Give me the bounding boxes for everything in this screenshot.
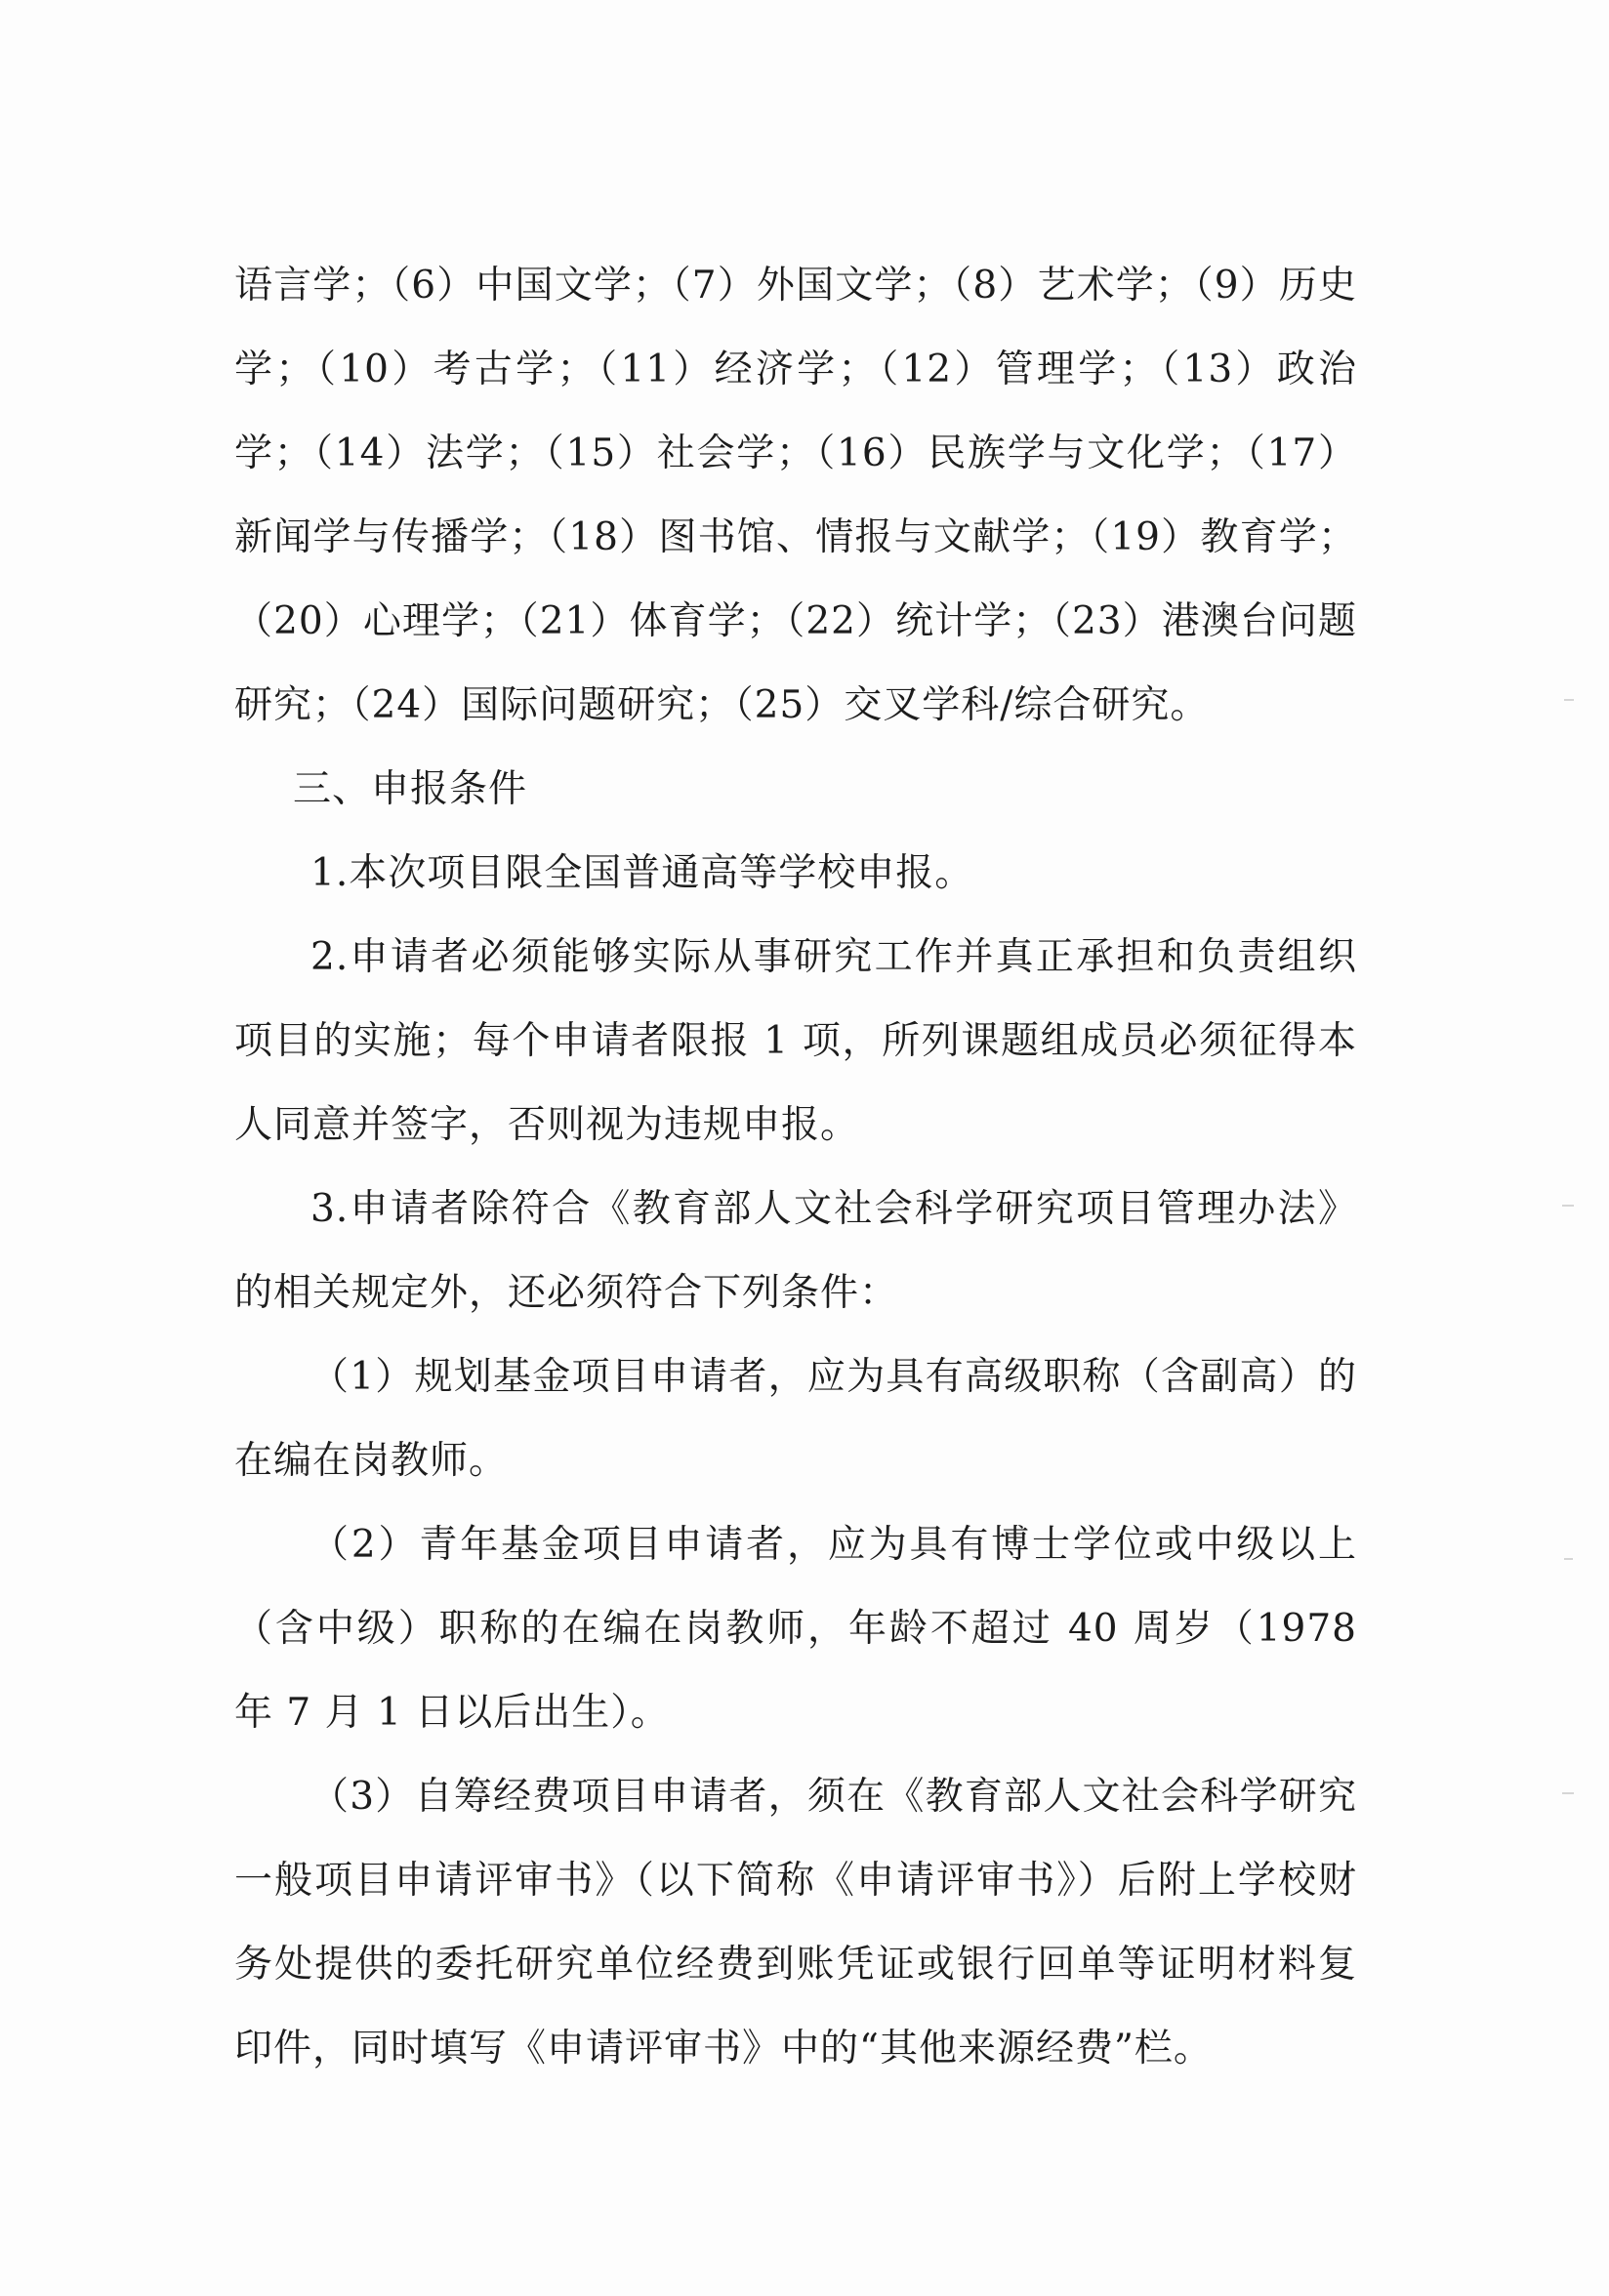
paragraph-condition-1: 1.本次项目限全国普通高等学校申报。: [310, 851, 974, 895]
paragraph-condition-3: 3.申请者除符合《教育部人文社会科学研究项目管理办法》的相关规定外，还必须符合下列条件：: [234, 1187, 1357, 1315]
scan-mark: [1564, 1558, 1573, 1560]
paragraph-condition-3-3: （3）自筹经费项目申请者，须在《教育部人文社会科学研究一般项目申请评审书》（以下简称《申请评审书》）后附上学校财务处提供的委托研究单位经费到账凭证或银行回单等证明材料复印件，同时填写《申请评审书》中的“其他来源经费”栏。: [234, 1775, 1357, 2070]
section-heading-application-conditions: 三、申报条件: [293, 767, 528, 811]
paragraph-condition-3-1: （1）规划基金项目申请者，应为具有高级职称（含副高）的在编在岗教师。: [234, 1355, 1357, 1483]
paragraph-condition-2: 2.申请者必须能够实际从事研究工作并真正承担和负责组织项目的实施；每个申请者限报 1 项，所列课题组成员必须征得本人同意并签字，否则视为违规申报。: [234, 935, 1357, 1147]
document-body: [234, 244, 1357, 2091]
scan-mark: [1562, 1792, 1574, 1794]
scan-mark: [1564, 699, 1574, 701]
paragraph-condition-3-2: （2）青年基金项目申请者，应为具有博士学位或中级以上（含中级）职称的在编在岗教师，年龄不超过 40 周岁（1978 年 7 月 1 日以后出生）。: [234, 1523, 1357, 1735]
paragraph-disciplines-list: 语言学；（6）中国文学；（7）外国文学；（8）艺术学；（9）历史学；（10）考古学；（11）经济学；（12）管理学；（13）政治学；（14）法学；（15）社会学；（16）民族学与文化学；（17）新闻学与传播学；（18）图书馆、情报与文献学；（19）教育学；（20）心理学；（21）体育学；（22）统计学；（23）港澳台问题研究；（24）国际问题研究；（25）交叉学科/综合研究。: [234, 264, 1357, 727]
scan-mark: [1562, 1205, 1574, 1207]
